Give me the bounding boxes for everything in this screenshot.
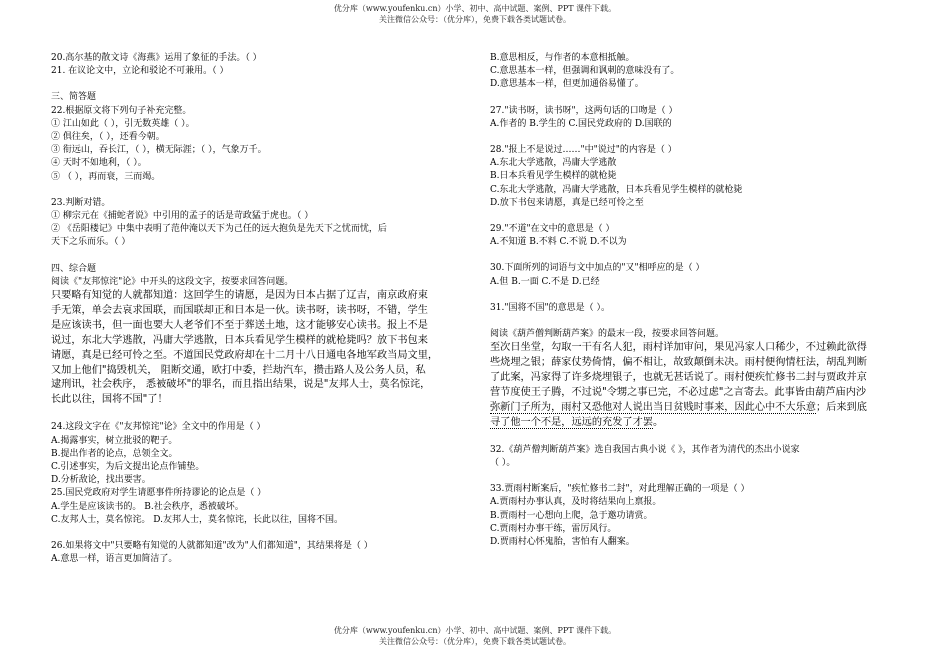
passage-line: 请愿，真是已经可怜之至。不道国民党政府却在十二月十八日通电各地军政当局文里， — [51, 349, 439, 361]
question-22-item-4: ④ 天时不如地利，（ ）。 — [51, 158, 147, 169]
question-23-item-1: ① 柳宗元在《捕蛇者说》中引用的孟子的话是苛政猛于虎也。（ ） — [51, 211, 314, 222]
question-26-option-d: D.意思基本一样，但更加通俗易懂了。 — [490, 79, 644, 90]
footer-line-1: 优分库（www.youfenku.cn）小学、初中、高中试题、案例、PPT 课件下载。 — [333, 626, 617, 635]
question-27-options: A.作者的 B.学生的 C.国民党政府的 D.国联的 — [490, 118, 672, 129]
question-22-item-5: ⑤ （ ），再而衰，三而竭。 — [51, 171, 161, 182]
passage-line: 至次日坐堂，勾取一干有名人犯，雨村详加审问，果见冯家人口稀少，不过赖此欲得 — [490, 342, 867, 354]
question-30-options: A.但 B.一面 C.不是 D.已经 — [490, 276, 600, 287]
passage-1 — [51, 289, 466, 408]
page-header — [0, 3, 950, 25]
question-24-option-a: A.揭露事实，树立批驳的靶子。 — [51, 435, 178, 446]
question-32-cont: （ ）。 — [490, 457, 516, 468]
question-23-item-2-cont: 天下之乐而乐。（ ） — [51, 237, 131, 248]
question-21: 21. 在议论文中，立论和驳论不可兼用。（ ） — [51, 66, 229, 77]
question-26-option-a: A.意思一样，语言更加简洁了。 — [51, 554, 178, 565]
question-28-option-a: A.东北大学逃散，冯庸大学逃散 — [490, 158, 617, 169]
passage-text: 。 — [653, 416, 664, 428]
header-line-1: 优分库（www.youfenku.cn）小学、初中、高中试题、案例、PPT 课件下载。 — [333, 4, 617, 13]
question-20: 20.高尔基的散文诗《海燕》运用了象征的手法。（ ） — [51, 53, 262, 63]
question-22-item-2: ② 俱往矣，（ ），还看今朝。 — [51, 132, 165, 143]
question-22-item-3: ③ 衔远山，吞长江，（ ），横无际涯；（ ），气象万千。 — [51, 145, 267, 156]
section-heading-4: 四、综合题 — [51, 263, 97, 274]
passage-line: 又加上他们"捣毁机关， 阻断交通，欧打中委，拦劫汽车，攒击路人及公务人员，私 — [51, 364, 426, 376]
question-25: 25.国民党政府对学生请愿事件所持谬论的论点是（ ） — [51, 488, 267, 499]
question-25-options-ab: A.学生是应该读书的。 B.社会秩序，悉被破坏。 — [51, 501, 244, 512]
right-column — [490, 52, 915, 549]
question-28-option-d: D.放下书包来请愿，真是已经可怜之至 — [490, 197, 644, 208]
question-24: 24.这段文字在《"友邦惊诧"论》全文中的作用是（ ） — [51, 422, 266, 433]
question-26-option-b: B.意思相反，与作者的本意相抵触。 — [490, 53, 635, 63]
question-26: 26.如果将文中"只要略有知觉的人就都知道"改为"人们都知道"，其结果将是（ ） — [51, 540, 373, 551]
passage-line: 只要略有知觉的人就都知道：这回学生的请愿，是因为日本占据了辽吉，南京政府束 — [51, 290, 428, 302]
question-33-option-b: B.贾雨村一心想向上爬，急于邀功请赏。 — [490, 510, 653, 521]
footer-line-2: 关注微信公众号：（优分库），免费下载各类试题试卷。 — [379, 637, 571, 646]
passage-line: 说过，东北大学逃散，冯庸大学逃散，日本兵看见学生模样的就枪毙吗？放下书包来 — [51, 334, 428, 346]
passage-2 — [490, 341, 915, 430]
dotted-emphasis: 弥新门子所为，雨村又恐他对人说出当日贫贱时事来，因此心中不大乐意 — [490, 401, 816, 413]
question-22-item-1: ① 江山如此（ ），引无数英雄（ ）。 — [51, 118, 195, 129]
question-26-option-c: C.意思基本一样，但强调和讽刺的意味没有了。 — [490, 66, 680, 77]
passage-text: ；后来到底 — [816, 401, 867, 413]
question-33: 33.贾雨村断案后，"疾忙修书二封"，对此理解正确的一项是（ ） — [490, 484, 750, 495]
question-23-item-2: ② 《岳阳楼记》中集中表明了范仲淹以天下为己任的远大抱负是先天下之忧而忧，后 — [51, 224, 387, 235]
question-24-option-c: C.引述事实，为后文提出论点作铺垫。 — [51, 461, 205, 472]
question-24-option-d: D.分析敌论，找出要害。 — [51, 475, 151, 486]
passage-intro: 阅读《"友邦惊诧"论》中开头的这段文字，按要求回答问题。 — [51, 276, 294, 287]
passage-line: 逮刑讯，社会秩序， 悉被破坏"的罪名，而且指出结果，说是"友邦人士，莫名惊诧， — [51, 379, 431, 391]
question-22: 22.根据原文将下列句子补充完整。 — [51, 105, 192, 116]
passage-line — [490, 401, 915, 416]
page-footer — [0, 625, 950, 647]
left-column — [51, 52, 466, 566]
question-31: 31."国将不国"的意思是（ ）。 — [490, 302, 610, 313]
passage-2-intro: 阅读《葫芦僧判断葫芦案》的最末一段，按要求回答问题。 — [490, 329, 725, 340]
dotted-emphasis: 寻了他一个不是，远远的充发了才罢 — [490, 416, 653, 428]
passage-line: 手无策，单会去哀求国联，而国联却正和日本是一伙。读书呀，读书呀，不错，学生 — [51, 304, 428, 316]
question-33-option-a: A.贾雨村办事认真，及时将结果向上禀报。 — [490, 497, 662, 508]
question-32: 32.《葫芦僧判断葫芦案》选自我国古典小说《 》，其作者为清代的杰出小说家 — [490, 444, 800, 455]
question-28-option-b: B.日本兵看见学生模样的就枪毙 — [490, 171, 617, 182]
passage-line: 了此案，冯家得了许多烧埋银子，也就无甚话说了。雨村便疾忙修书二封与贾政并京 — [490, 372, 867, 384]
header-line-2: 关注微信公众号：（优分库），免费下载各类试题试卷。 — [379, 15, 571, 24]
question-29-options: A.不知道 B.不料 C.不说 D.不以为 — [490, 237, 627, 248]
question-33-option-d: D.贾雨村心怀鬼胎，害怕有人翻案。 — [490, 536, 635, 547]
passage-line: 些烧埋之银；薛家仗势倚情，偏不相让，故致颠倒未决。雨村便徇情枉法，胡乱判断 — [490, 357, 867, 369]
question-28-option-c: C.东北大学逃散，冯庸大学逃散，日本兵看见学生模样的就枪毙 — [490, 184, 743, 195]
question-29: 29."不道"在文中的意思是（ ） — [490, 224, 615, 235]
question-30: 30.下面所列的词语与文中加点的"又"相呼应的是（ ） — [490, 263, 705, 274]
passage-line: 营节度使王子腾，不过说"令甥之事已完，不必过虑"之言寄去。此事皆由葫芦庙内沙 — [490, 386, 867, 398]
passage-line: 是应该读书，但一面也要大人老爷们不至于葬送土地，这才能够安心读书。报上不是 — [51, 319, 428, 331]
passage-line — [490, 416, 915, 431]
passage-line: 长此以往，国将不国"了！ — [51, 394, 168, 406]
question-23: 23.判断对错。 — [51, 197, 111, 208]
question-27: 27."读书呀，读书呀"，这两句话的口吻是（ ） — [490, 105, 678, 116]
section-heading-3: 三、简答题 — [51, 92, 97, 103]
question-24-option-b: B.提出作者的论点，总领全文。 — [51, 448, 178, 459]
question-33-option-c: C.贾雨村办事干练，雷厉风行。 — [490, 523, 617, 534]
question-25-options-cd: C.友邦人士，莫名惊诧。 D.友邦人士，莫名惊诧，长此以往，国将不国。 — [51, 514, 344, 525]
question-28: 28."报上不是说过……"中"说过"的内容是（ ） — [490, 145, 677, 156]
